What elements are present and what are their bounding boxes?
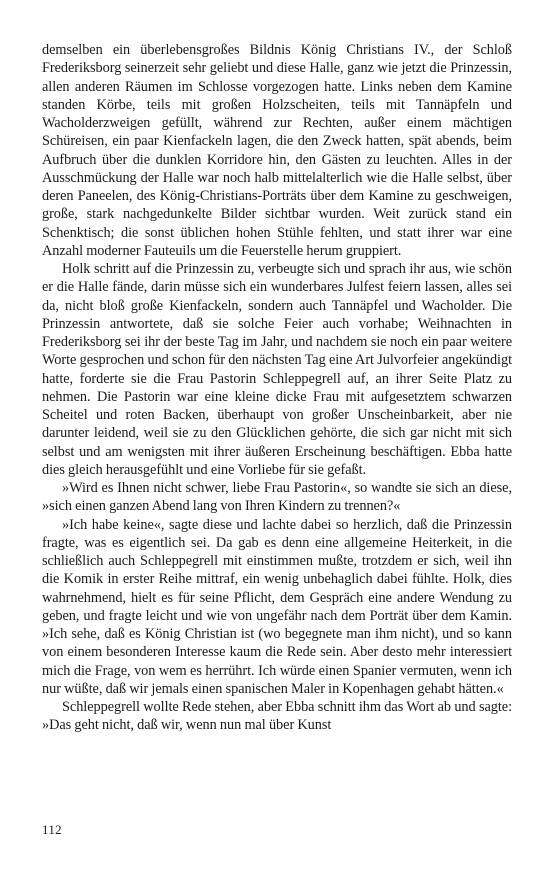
paragraph-4: »Ich habe keine«, sagte diese und lachte dabei so herzlich, daß die Prinzessin fragte, was es eigentlich sei. Da gab es denn eine allgemeine Heiterkeit, in die schließlich auch Schleppegrell mit einstimmen mußte, trotzdem er sich, weil ihn die Komik in erster Reihe mittraf, ein wenig unbehaglich dabei fühlte. Holk, dies wahrnehmend, hielt es für seine Pflicht, dem Gespräch eine andere Wendung zu geben, und fragte leicht und wie von ungefähr nach dem Porträt über dem Kamin. »Ich sehe, daß es König Christian ist (wo begegnete man ihm nicht), und so kann von einem besonderen Interesse kaum die Rede sein. Aber desto mehr interessiert mich die Frage, von wem es herrührt. Ich würde einen Spanier vermuten, wenn ich nur wüßte, daß wir jemals einen spanischen Maler in Kopenhagen gehabt hätten.« <box>42 516 512 697</box>
paragraph-5: Schleppegrell wollte Rede stehen, aber Ebba schnitt ihm das Wort ab und sagte: »Das geht nicht, daß wir, wenn nun mal über Kunst <box>42 699 512 734</box>
paragraph-1: demselben ein überlebensgroßes Bildnis König Christians IV., der Schloß Frederiksborg seinerzeit sehr geliebt und diese Halle, ganz wie jetzt die Prinzessin, allen anderen Räumen im Schlosse vorgezogen hatte. Links neben dem Kamine standen Körbe, teils mit großen Holzscheiten, teils mit Tannäpfeln und Wacholderzweigen gefüllt, während zur Rechten, außer einem mächtigen Schüreisen, ein paar Kienfackeln lagen, die den Zweck hatten, spät abends, beim Aufbruch über die dunklen Korridore hin, den Gästen zu leuchten. Alles in der Ausschmückung der Halle war noch halb mittelalterlich wie die Halle selbst, über deren Paneelen, des König-Christians-Porträts über dem Kamine zu geschweigen, große, stark nachgedunkelte Bilder sichtbar wurden. Weit zurück stand ein Schenktisch; die sonst üblichen hohen Stühle fehlten, und statt ihrer war eine Anzahl moderner Fauteuils um die Feuerstelle herum gruppiert. <box>42 42 512 259</box>
page-body <box>42 41 512 735</box>
page-number: 112 <box>42 822 62 837</box>
text-block <box>42 41 512 735</box>
paragraph-3: »Wird es Ihnen nicht schwer, liebe Frau Pastorin«, so wandte sie sich an diese, »sich einen ganzen Abend lang von Ihren Kindern zu trennen?« <box>42 480 512 515</box>
paragraph-2: Holk schritt auf die Prinzessin zu, verbeugte sich und sprach ihr aus, wie schön er die Halle fände, darin müsse sich ein wunderbares Julfest feiern lassen, alles sei da, nicht bloß große Kienfackeln, sondern auch Tannäpfel und Wacholder. Die Prinzessin antwortete, daß sie solche Feier auch vorhabe; Weihnachten in Frederiksborg sei ihr der beste Tag im Jahr, und nachdem sie noch ein paar weitere Worte gesprochen und schon für den nächsten Tag eine Art Julvorfeier angekündigt hatte, forderte sie die Frau Pastorin Schleppegrell auf, an ihrer Seite Platz zu nehmen. Die Pastorin war eine kleine dicke Frau mit aufgesetztem schwarzen Scheitel und roten Backen, überhaupt von großer Unscheinbarkeit, aber nie darunter leidend, weil sie zu den Glücklichen gehörte, die sich gar nicht mit sich selbst und am wenigsten mit ihrer äußeren Erscheinung beschäftigen. Ebba hatte dies gleich herausgefühlt und eine Vorliebe für sie gefaßt. <box>42 261 512 478</box>
